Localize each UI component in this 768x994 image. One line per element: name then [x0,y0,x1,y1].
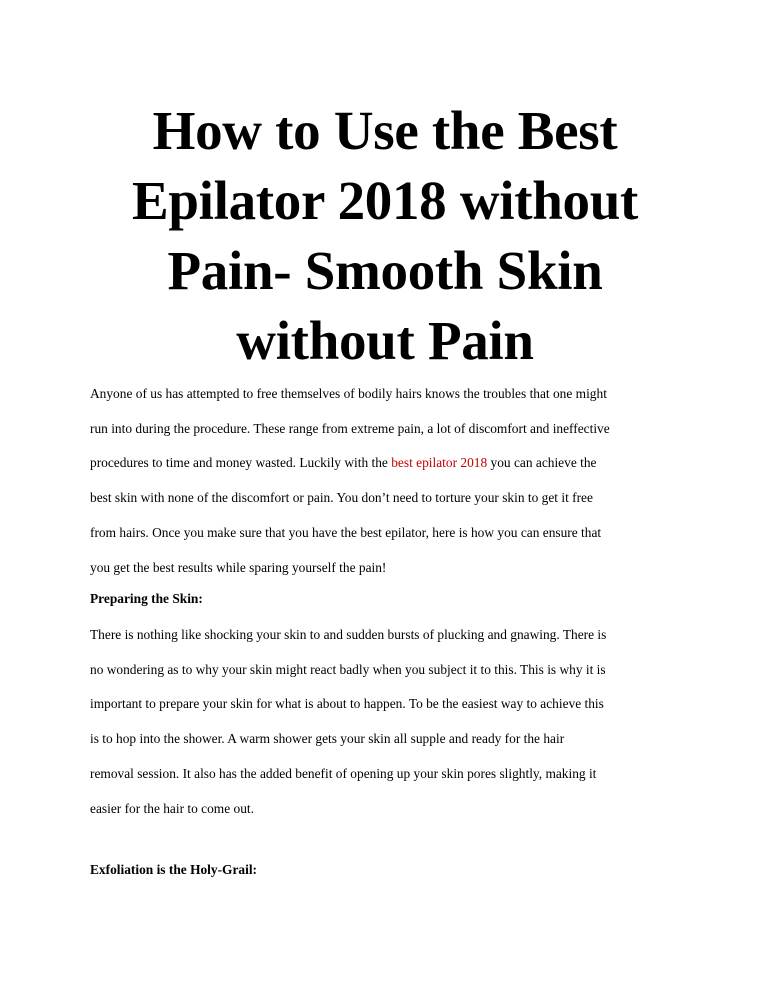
paragraph-line: you get the best results while sparing yourself the pain! [90,559,387,575]
paragraph-text: procedures to time and money wasted. Luckily with the [90,455,392,471]
paragraph-line: no wondering as to why your skin might react badly when you subject it to this. This is why it is [90,661,606,677]
title-line: without Pain [236,310,534,371]
section-heading-exfoliation: Exfoliation is the Holy-Grail: [90,862,258,877]
paragraph-line: removal session. It also has the added benefit of opening up your skin pores slightly, making it [90,765,597,781]
title-line: Epilator 2018 without [131,170,639,231]
intro-paragraph [90,377,690,585]
paragraph-line: from hairs. Once you make sure that you have the best epilator, here is how you can ensure that [90,524,602,540]
paragraph-line: There is nothing like shocking your skin to and sudden bursts of plucking and gnawing. There is [90,627,607,642]
best-epilator-link[interactable]: best epilator 2018 [391,455,488,471]
title-line: Pain- Smooth Skin [167,240,603,301]
paragraph-line: important to prepare your skin for what is about to happen. To be the easiest way to achieve this [90,696,604,712]
paragraph-line: easier for the hair to come out. [90,800,254,816]
paragraph-text: you can achieve the [487,455,597,471]
preparing-skin-paragraph [90,618,690,826]
paragraph-line: run into during the procedure. These range from extreme pain, a lot of discomfort and ineffective [90,420,610,436]
document-title [90,96,680,376]
paragraph-line: Anyone of us has attempted to free themselves of bodily hairs knows the troubles that one might [90,386,607,401]
paragraph-line: is to hop into the shower. A warm shower gets your skin all supple and ready for the hair [90,731,565,747]
paragraph-line [90,446,690,481]
title-line: How to Use the Best [152,100,618,161]
paragraph-line: best skin with none of the discomfort or pain. You don’t need to torture your skin to get it free [90,490,593,506]
section-heading-preparing-skin: Preparing the Skin: [90,591,203,606]
